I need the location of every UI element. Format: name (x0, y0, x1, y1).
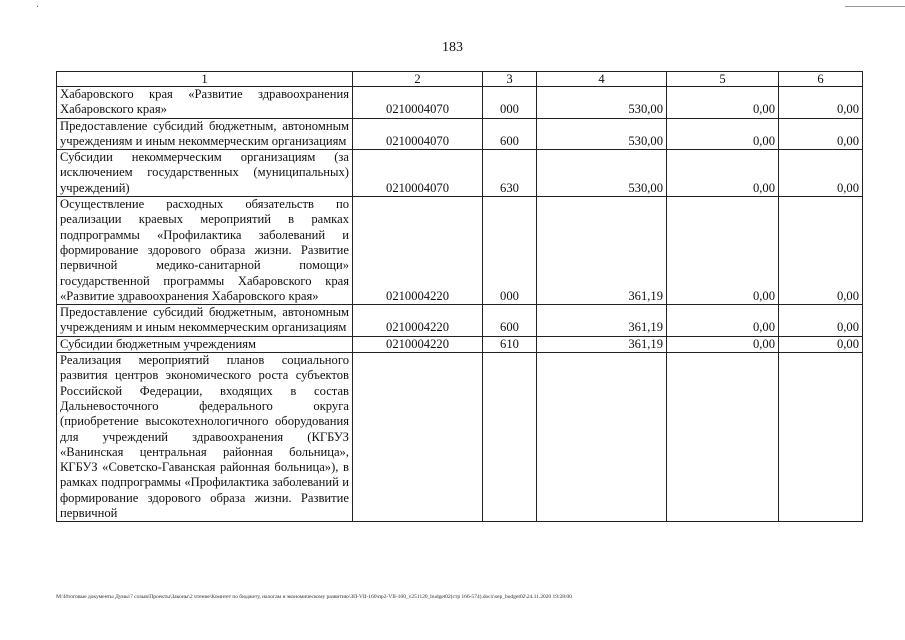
table-row (57, 150, 863, 197)
budget-table (56, 71, 863, 522)
row-value-4 (537, 353, 667, 522)
header-cell-4: 4 (537, 72, 667, 87)
row-value-5: 0,00 (667, 305, 779, 337)
row-name: Субсидии некоммерческим организациям (за исключением государственных (муниципальных) учреждений) (57, 150, 353, 197)
row-target-code: 0210004220 (353, 197, 483, 305)
table-header-row (57, 72, 863, 87)
row-value-4: 530,00 (537, 150, 667, 197)
row-target-code (353, 353, 483, 522)
row-target-code: 0210004070 (353, 118, 483, 150)
row-expense-kind (483, 353, 537, 522)
row-value-4: 361,19 (537, 305, 667, 337)
row-value-6: 0,00 (779, 118, 863, 150)
row-value-5: 0,00 (667, 87, 779, 119)
row-name: Предоставление субсидий бюджетным, автономным учреждениям и иным некоммерческим организациям (57, 118, 353, 150)
row-value-5: 0,00 (667, 150, 779, 197)
page-number: 183 (442, 40, 463, 55)
header-cell-3: 3 (483, 72, 537, 87)
row-value-6: 0,00 (779, 87, 863, 119)
row-name: Хабаровского края «Развитие здравоохранения Хабаровского края» (57, 87, 353, 119)
row-value-4: 361,19 (537, 336, 667, 352)
row-value-6 (779, 353, 863, 522)
row-expense-kind: 600 (483, 118, 537, 150)
row-value-4: 530,00 (537, 118, 667, 150)
row-value-5: 0,00 (667, 336, 779, 352)
row-target-code: 0210004220 (353, 336, 483, 352)
document-file-path: M:\Итоговые документы Думы\7 созыв\Проекты\Законы\2 чтение\Комитет по бюджету, налогам и экономическому развитию\ЗП-VII-160\пр2-VII-160_v251120_budget02(стр 166-574).docx\sep_budget02\24.11.2020 19:28:00 (56, 594, 572, 600)
row-name: Субсидии бюджетным учреждениям (57, 336, 353, 352)
top-edge-rule (845, 6, 905, 7)
row-value-5: 0,00 (667, 118, 779, 150)
table-row (57, 336, 863, 352)
row-value-5: 0,00 (667, 197, 779, 305)
row-value-5 (667, 353, 779, 522)
row-target-code: 0210004070 (353, 150, 483, 197)
row-value-4: 361,19 (537, 197, 667, 305)
table-row (57, 353, 863, 522)
corner-mark: · (36, 2, 40, 13)
row-value-4: 530,00 (537, 87, 667, 119)
table-row (57, 87, 863, 119)
row-value-6: 0,00 (779, 150, 863, 197)
table-row (57, 305, 863, 337)
row-expense-kind: 630 (483, 150, 537, 197)
table-row (57, 197, 863, 305)
row-value-6: 0,00 (779, 305, 863, 337)
header-cell-6: 6 (779, 72, 863, 87)
row-expense-kind: 610 (483, 336, 537, 352)
row-name: Осуществление расходных обязательств по реализации краевых мероприятий в рамках подпрограммы «Профилактика заболеваний и формирование здорового образа жизни. Развитие первичной медико-санитарной помощи» государственной программы Хабаровского края «Развитие здравоохранения Хабаровского края» (57, 197, 353, 305)
table-row (57, 118, 863, 150)
row-name: Реализация мероприятий планов социального развития центров экономического роста субъектов Российской Федерации, входящих в состав Дальневосточного федерального округа (приобретение высокотехнологичного оборудования для учреждений здравоохранения (КГБУЗ «Ванинская центральная районная больница», КГБУЗ «Советско-Гаванская районная больница»), в рамках подпрограммы «Профилактика заболеваний и формирование здорового образа жизни. Развитие первичной (57, 353, 353, 522)
header-cell-1: 1 (57, 72, 353, 87)
row-target-code: 0210004220 (353, 305, 483, 337)
header-cell-5: 5 (667, 72, 779, 87)
row-target-code: 0210004070 (353, 87, 483, 119)
row-value-6: 0,00 (779, 336, 863, 352)
row-expense-kind: 000 (483, 87, 537, 119)
row-value-6: 0,00 (779, 197, 863, 305)
row-name: Предоставление субсидий бюджетным, автономным учреждениям и иным некоммерческим организациям (57, 305, 353, 337)
row-expense-kind: 000 (483, 197, 537, 305)
header-cell-2: 2 (353, 72, 483, 87)
row-expense-kind: 600 (483, 305, 537, 337)
